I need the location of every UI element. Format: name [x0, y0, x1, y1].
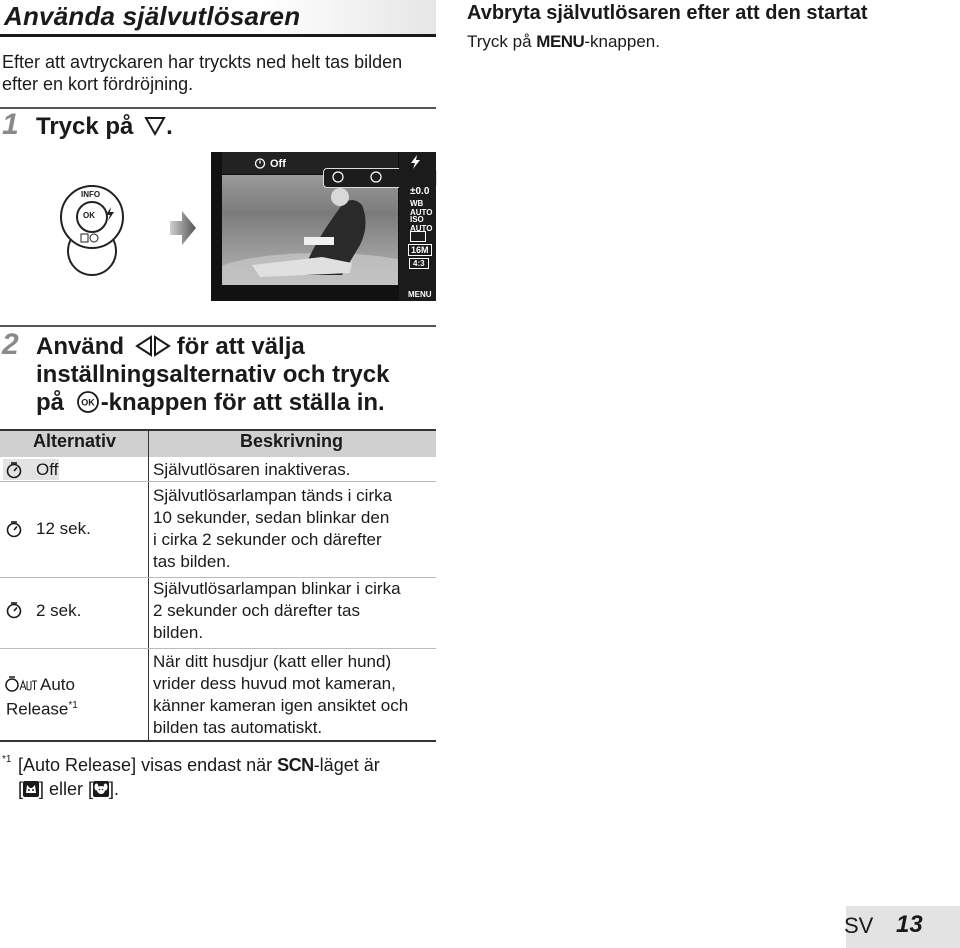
page-number: 13 — [896, 911, 923, 938]
row-separator — [0, 577, 436, 578]
dial-ok-label: OK — [83, 211, 95, 220]
arrow-left-icon — [135, 335, 153, 357]
dog-icon — [93, 781, 109, 797]
scn-mode-label: SCN — [277, 755, 314, 775]
desc-auto-release: När ditt husdjur (katt eller hund) vrider dess huvud mot kameran, känner kameran igen ansiktet och bilden tas automatiskt. — [153, 652, 409, 737]
menu-key-label: MENU — [536, 32, 585, 51]
desc-2-sek: Självutlösarlampan blinkar i cirka 2 sekunder och därefter tas bilden. — [153, 579, 401, 642]
lcd-exposure: ±0.0 — [410, 186, 430, 197]
arrow-right-icon — [170, 211, 196, 245]
footnote-ref: *1 — [68, 700, 78, 711]
self-timer-icon — [254, 157, 266, 169]
option-2-sek: 2 sek. — [36, 601, 82, 620]
dial-info-label: INFO — [81, 190, 101, 199]
step-1-text: Tryck på . — [36, 113, 173, 140]
table-bottom-rule — [0, 740, 436, 742]
cancel-heading: Avbryta självutlösaren efter att den startat — [467, 2, 868, 24]
lcd-drive-icon — [410, 231, 426, 242]
table-header-alternativ: Alternativ — [33, 431, 117, 451]
desc-off: Självutlösaren inaktiveras. — [153, 460, 351, 479]
lcd-menu-label: MENU — [408, 290, 432, 299]
option-auto: Auto — [40, 675, 75, 694]
option-release: Release$^{*1}$ — [6, 699, 78, 719]
photo-woman-illustration — [222, 175, 398, 285]
footnote-mark: *1 — [2, 754, 12, 765]
option-off: Off — [36, 460, 59, 479]
step-2-number: 2 — [2, 328, 19, 361]
lcd-size: 16M — [408, 244, 432, 256]
arrow-down-icon — [144, 116, 166, 136]
table-header-beskrivning: Beskrivning — [240, 431, 344, 451]
self-timer-small-icon — [80, 233, 100, 243]
flash-icon — [105, 207, 115, 221]
ok-button-icon — [75, 391, 101, 413]
language-code: SV — [844, 913, 874, 938]
lcd-mode-label: Off — [270, 158, 286, 170]
option-12-sek: 12 sek. — [36, 519, 91, 538]
divider — [0, 107, 436, 109]
svg-text:OK: OK — [80, 397, 95, 408]
footnote-text: [Auto Release] visas endast när SCN-läget är [ ] eller [ ]. — [18, 755, 380, 799]
table-column-divider — [148, 429, 149, 741]
step-2-text: Använd för att välja inställningsalternativ och tryck på OK -knappen för att ställa in. — [36, 333, 390, 416]
cancel-instruction: Tryck på MENU-knappen. — [467, 32, 660, 51]
row-separator — [0, 481, 436, 482]
intro-text: Efter att avtryckaren har tryckts ned helt tas bilden efter en kort fördröjning. — [2, 52, 403, 94]
lcd-iso: ISO AUTO — [410, 215, 433, 233]
step-1-number: 1 — [2, 108, 19, 141]
lcd-wb: WB AUTO — [410, 199, 433, 217]
desc-12-sek: Självutlösarlampan tänds i cirka 10 sekunder, sedan blinkar den i cirka 2 sekunder och därefter tas bilden. — [153, 486, 393, 571]
self-timer-12-icon — [5, 520, 23, 538]
flash-auto-icon — [409, 155, 423, 169]
section-title: Använda självutlösaren — [4, 1, 301, 31]
self-timer-off-icon — [5, 461, 23, 479]
arrow-right-key-icon — [153, 335, 171, 357]
divider — [0, 325, 436, 327]
row-separator — [0, 648, 436, 649]
cat-icon — [23, 781, 39, 797]
self-timer-auto-icon — [4, 675, 38, 693]
lcd-aspect: 4:3 — [409, 258, 429, 269]
self-timer-2-icon — [5, 601, 23, 619]
